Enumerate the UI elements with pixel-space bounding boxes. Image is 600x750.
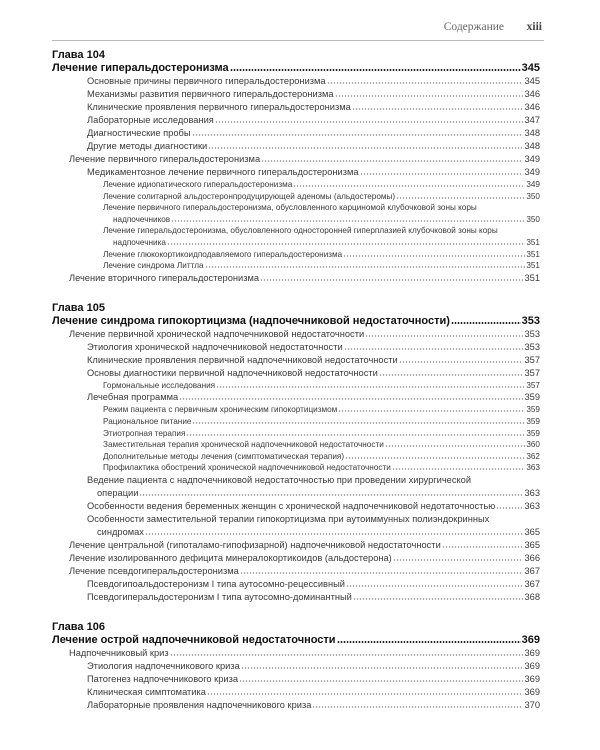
entry-title: синдромах: [97, 526, 144, 537]
leader-dots: [293, 185, 525, 187]
leader-dots: [335, 95, 524, 97]
toc-entry[interactable]: [52, 88, 540, 101]
toc-entry[interactable]: [52, 75, 540, 88]
leader-dots: [379, 374, 524, 376]
entry-page: 353: [524, 341, 540, 352]
leader-dots: [145, 533, 524, 535]
page-number: xiii: [526, 21, 542, 33]
leader-dots: [179, 398, 523, 400]
leader-dots: [346, 585, 524, 587]
toc-entry[interactable]: [52, 500, 540, 513]
leader-dots: [207, 693, 524, 695]
toc-entry[interactable]: [52, 101, 540, 114]
entry-title: Особенности заместительной терапии гипокортицизма при аутоиммунных полиэндокринных: [87, 513, 490, 524]
chapter-section: [52, 621, 540, 712]
entry-title: Этиология хронической надпочечниковой недостаточности: [87, 341, 343, 352]
entry-title: Псевдогиперальдостеронизм I типа аутосомно-доминантный: [87, 591, 352, 602]
chapter-label: Глава 104: [52, 49, 105, 61]
leader-dots: [396, 197, 525, 199]
entry-title: Основные причины первичного гиперальдостеронизма: [87, 76, 326, 86]
entry-page: 347: [524, 115, 540, 125]
toc-entry[interactable]: [52, 114, 540, 127]
toc-entry[interactable]: [52, 391, 540, 404]
chapter-label: Глава 105: [52, 301, 105, 314]
leader-dots: [338, 410, 525, 412]
toc-entry[interactable]: [52, 272, 540, 285]
entry-page: 351: [526, 249, 540, 259]
entry-page: 369: [524, 660, 540, 671]
entry-title: Клиническая симптоматика: [87, 686, 206, 697]
toc-entry[interactable]: [52, 591, 540, 604]
entry-title: Лечение синдрома гипокортицизма (надпочечниковой недостаточности): [52, 314, 450, 327]
toc-entry[interactable]: [52, 451, 540, 463]
toc-entry[interactable]: [52, 539, 540, 552]
entry-page: 357: [524, 367, 540, 378]
entry-title: Дополнительные методы лечения (симптоматическая терапия): [103, 451, 345, 461]
toc-entry[interactable]: [52, 225, 540, 248]
entry-title: операции: [97, 487, 139, 498]
entry-page: 359: [524, 392, 540, 403]
entry-page: 366: [524, 552, 540, 563]
chapter-section: [52, 49, 540, 285]
entry-title: Рациональное питание: [103, 416, 192, 426]
entry-page: 367: [524, 578, 540, 589]
leader-dots: [392, 468, 526, 470]
entry-title: Этиология надпочечникового криза: [87, 660, 240, 671]
entry-continuation[interactable]: [87, 526, 540, 539]
toc-entry[interactable]: [52, 513, 540, 539]
entry-page: 367: [524, 565, 540, 576]
toc-entry[interactable]: [52, 191, 540, 203]
leader-dots: [451, 322, 521, 324]
entry-title: Заместительная терапия хронической надпочечниковой недостаточности: [103, 440, 384, 450]
leader-dots: [352, 108, 524, 110]
entry-page: 365: [524, 526, 540, 537]
toc-entry[interactable]: [52, 660, 540, 673]
toc-entry[interactable]: [52, 673, 540, 686]
leader-dots: [216, 386, 525, 388]
toc-entry[interactable]: [52, 127, 540, 140]
chapter-title-entry[interactable]: [52, 62, 540, 75]
entry-title: Ведение пациента с надпочечниковой недостаточностью при проведении хирургической: [87, 474, 472, 485]
entry-title: Медикаментозное лечение первичного гиперальдостеронизма: [87, 167, 359, 177]
entry-page: 359: [526, 416, 540, 426]
entry-page: 348: [524, 128, 540, 138]
toc-entry[interactable]: [52, 380, 540, 392]
chapter-section: [52, 302, 540, 604]
leader-dots: [260, 279, 523, 281]
toc-entry[interactable]: [52, 474, 540, 500]
leader-dots: [170, 654, 524, 656]
toc-entry[interactable]: [52, 166, 540, 179]
running-header: [52, 16, 544, 41]
leader-dots: [230, 69, 521, 71]
entry-page: 362: [526, 451, 540, 461]
entry-title: Лечение центральной (гипоталамо-гипофизарной) надпочечниковой недостаточности: [69, 539, 441, 550]
leader-dots: [353, 598, 524, 600]
entry-title: Особенности ведения беременных женщин с хронической надпочечниковой недотаточностью: [87, 500, 496, 511]
toc-entry[interactable]: [52, 565, 540, 578]
leader-dots: [337, 641, 521, 643]
entry-page: 351: [524, 272, 540, 283]
entry-title: Механизмы развития первичного гиперальдостеронизма: [87, 89, 334, 99]
leader-dots: [192, 134, 524, 136]
leader-dots: [167, 243, 525, 245]
leader-dots: [241, 667, 524, 669]
leader-dots: [171, 220, 525, 222]
entry-title: Лечение первичной хронической надпочечниковой недостаточности: [69, 328, 365, 339]
leader-dots: [385, 445, 526, 447]
toc-entry[interactable]: [52, 202, 540, 225]
entry-title: Лабораторные исследования: [87, 115, 214, 125]
leader-dots: [208, 147, 523, 149]
entry-title: Псевдогипоальдостеронизм I типа аутосомно-рецессивный: [87, 578, 345, 589]
entry-page: 349: [524, 167, 540, 177]
toc-entry[interactable]: [52, 578, 540, 591]
entry-title: Лабораторные проявления надпочечникового криза: [87, 699, 312, 710]
toc-entry[interactable]: [52, 686, 540, 699]
toc-entry[interactable]: [52, 153, 540, 166]
entry-title: Лечение вторичного гиперальдостеронизма: [69, 272, 260, 283]
entry-continuation[interactable]: [87, 487, 540, 500]
toc-entry[interactable]: [52, 439, 540, 451]
table-of-contents: [52, 49, 540, 729]
entry-page: 357: [526, 380, 540, 390]
entry-page: 353: [524, 328, 540, 339]
toc-entry[interactable]: [52, 341, 540, 354]
leader-dots: [343, 255, 525, 257]
entry-page: 348: [524, 141, 540, 151]
chapter-title-entry[interactable]: [52, 634, 540, 647]
leader-dots: [442, 546, 524, 548]
entry-page: 363: [524, 487, 540, 498]
toc-entry[interactable]: [52, 260, 540, 272]
entry-page: 351: [526, 261, 540, 271]
section-title: Содержание: [443, 21, 504, 33]
toc-entry[interactable]: [52, 699, 540, 712]
entry-title: Основы диагностики первичной надпочечниковой недостаточности: [87, 367, 378, 378]
toc-entry[interactable]: [52, 647, 540, 660]
leader-dots: [393, 559, 524, 561]
entry-page: 346: [524, 89, 540, 99]
toc-entry[interactable]: [52, 428, 540, 440]
toc-entry[interactable]: [52, 367, 540, 380]
entry-title: Лечение острой надпочечниковой недостаточности: [52, 633, 336, 646]
toc-entry[interactable]: [52, 249, 540, 261]
entry-page: 350: [526, 191, 540, 201]
leader-dots: [327, 82, 524, 84]
entry-title: Гормональные исследования: [103, 380, 216, 390]
entry-page: 346: [524, 102, 540, 112]
entry-page: 345: [521, 62, 540, 74]
entry-continuation[interactable]: [103, 237, 540, 249]
leader-dots: [240, 572, 524, 574]
leader-dots: [139, 494, 523, 496]
entry-continuation[interactable]: [103, 214, 540, 226]
leader-dots: [192, 422, 525, 424]
entry-page: 369: [524, 673, 540, 684]
entry-page: 349: [524, 154, 540, 164]
entry-page: 353: [521, 314, 540, 327]
entry-page: 370: [524, 699, 540, 710]
entry-title: Клинические проявления первичной надпочечниковой недостаточности: [87, 354, 398, 365]
entry-page: 365: [524, 539, 540, 550]
entry-title: Клинические проявления первичного гиперальдостеронизма: [87, 102, 351, 112]
leader-dots: [399, 361, 524, 363]
toc-entry[interactable]: [52, 140, 540, 153]
entry-page: 345: [524, 76, 540, 86]
entry-title: Лечение гиперальдостеронизма: [52, 62, 229, 74]
leader-dots: [365, 335, 523, 337]
toc-entry[interactable]: [52, 179, 540, 191]
leader-dots: [345, 457, 525, 459]
entry-page: 363: [524, 500, 540, 511]
toc-entry[interactable]: [52, 462, 540, 474]
toc-entry[interactable]: [52, 552, 540, 565]
entry-title: Режим пациента с первичным хроническим гипокортицизмом: [103, 405, 338, 415]
entry-title: Надпочечниковый криз: [69, 647, 169, 658]
entry-page: 369: [524, 686, 540, 697]
entry-title: Лечение гиперальдостеронизма, обусловленного односторонней гиперплазией клубочковой зоны коры: [103, 226, 498, 236]
entry-title: Профилактика обострений хронической надпочечниковой недостаточности: [103, 463, 391, 473]
entry-page: 359: [526, 428, 540, 438]
leader-dots: [496, 507, 523, 509]
leader-dots: [239, 680, 523, 682]
entry-title: Лечение идиопатического гиперальдостеронизма: [103, 180, 293, 189]
chapter-label: Глава 106: [52, 620, 105, 633]
entry-page: 350: [526, 214, 540, 224]
entry-title: Лечебная программа: [87, 392, 179, 403]
leader-dots: [360, 173, 524, 175]
leader-dots: [312, 706, 523, 708]
entry-title: надпочечника: [113, 237, 166, 247]
leader-dots: [215, 121, 524, 123]
entry-title: Диагностические пробы: [87, 128, 191, 138]
entry-title: Лечение первичного гиперальдостеронизма, обусловленного карциномой клубочковой зоны коры: [103, 203, 477, 213]
entry-title: надпочечников: [113, 214, 171, 224]
entry-page: 368: [524, 591, 540, 602]
entry-title: Лечение солитарной альдостеронпродуцирующей аденомы (альдостеромы): [103, 191, 396, 201]
entry-page: 357: [524, 354, 540, 365]
toc-entry[interactable]: [52, 354, 540, 367]
entry-page: 363: [526, 463, 540, 473]
entry-page: 369: [524, 647, 540, 658]
entry-page: 369: [521, 633, 540, 646]
toc-entry[interactable]: [52, 328, 540, 341]
entry-title: Этиотропная терапия: [103, 428, 186, 438]
entry-title: Лечение синдрома Литтла: [103, 261, 204, 271]
leader-dots: [186, 434, 525, 436]
leader-dots: [261, 160, 523, 162]
toc-entry[interactable]: [52, 404, 540, 416]
entry-title: Лечение изолированного дефицита минералокортикоидов (альдостерона): [69, 552, 392, 563]
entry-title: Лечение псевдогиперальдостеронизма: [69, 565, 239, 576]
leader-dots: [344, 348, 524, 350]
entry-title: Лечение первичного гиперальдостеронизма: [69, 154, 261, 164]
entry-title: Патогенез надпочечникового криза: [87, 673, 239, 684]
leader-dots: [205, 266, 526, 268]
entry-page: 360: [526, 440, 540, 450]
toc-entry[interactable]: [52, 416, 540, 428]
entry-title: Лечение глюкокортикоидподавляемого гиперальдостеронизма: [103, 249, 343, 259]
entry-title: Другие методы диагностики: [87, 141, 208, 151]
chapter-title-entry[interactable]: [52, 315, 540, 328]
entry-page: 349: [526, 180, 540, 189]
entry-page: 351: [526, 237, 540, 247]
entry-page: 359: [526, 405, 540, 415]
